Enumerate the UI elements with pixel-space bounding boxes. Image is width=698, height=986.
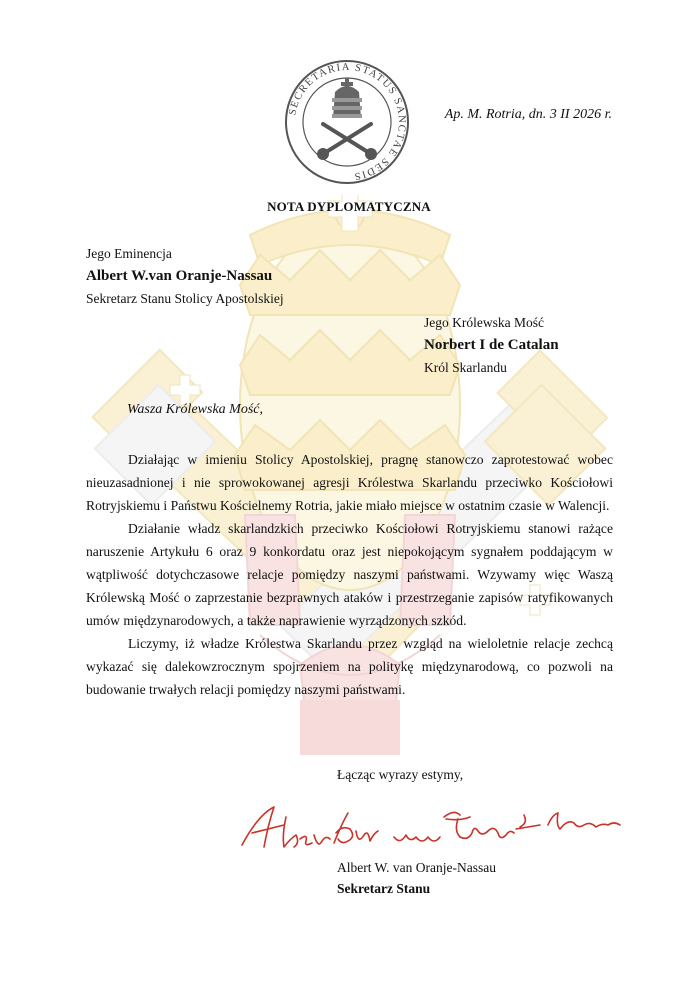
letter-body — [86, 448, 613, 701]
recipient-block — [424, 312, 559, 378]
signer-block — [337, 857, 496, 899]
body-paragraph: Działając w imieniu Stolicy Apostolskiej, pragnę stanowczo zaprotestować wobec nieuzasadnionej i nie sprowokowanej agresji Królestwa Skarlandu przeciwko Kościołowi Rotryjskiemu i Państwu Kościelnemy Rotria, jakie miało miejsce w ostatnim czasie w Walencji. — [86, 452, 613, 513]
greeting: Wasza Królewska Mość, — [127, 402, 263, 417]
recipient-position: Król Skarlandu — [424, 360, 507, 375]
recipient-salutation: Jego Królewska Mość — [424, 315, 544, 330]
handwritten-signature-icon — [238, 795, 623, 860]
body-paragraph: Działanie władz skarlandzkich przeciwko Kościołowi Rotryjskiemu stanowi rażące naruszenie Artykułu 6 oraz 9 konkordatu oraz jest niepokojącym sygnałem poddającym w wątpliwość dotychczasowe relacje pomiędzy naszymi państwami. Wzywamy więc Waszą Królewską Mość o zaprzestanie bezprawnych ataków i przestrzeganie zapisów ratyfikowanych umów międzynarodowych, a także naprawienie wyrządzonych szkód. — [86, 521, 613, 628]
document-title: NOTA DYPLOMATYCZNA — [267, 199, 431, 214]
closing-phrase: Łącząc wyrazy estymy, — [337, 767, 464, 782]
sender-name: Albert W.van Oranje-Nassau — [86, 268, 273, 284]
papal-seal-icon — [283, 58, 411, 186]
svg-text:SECRETARIA STATUS SANCTAE SEDI: SECRETARIA STATUS SANCTAE SEDIS — [287, 61, 408, 182]
body-paragraph: Liczymy, iż władze Królestwa Skarlandu przez wzgląd na wieloletnie relacje zechcą wykazać się dalekowzrocznym spojrzeniem na politykę międzynarodową, co pozwoli na budowanie trwałych relacji pomiędzy naszymi państwami. — [86, 636, 613, 697]
sender-block — [86, 243, 284, 309]
sender-position: Sekretarz Stanu Stolicy Apostolskiej — [86, 291, 284, 306]
letter-date: Ap. M. Rotria, dn. 3 II 2026 r. — [444, 107, 612, 122]
signer-name: Albert W. van Oranje-Nassau — [337, 860, 496, 875]
sender-salutation: Jego Eminencja — [86, 246, 172, 261]
signer-role: Sekretarz Stanu — [337, 881, 431, 896]
recipient-name: Norbert I de Catalan — [424, 337, 559, 353]
